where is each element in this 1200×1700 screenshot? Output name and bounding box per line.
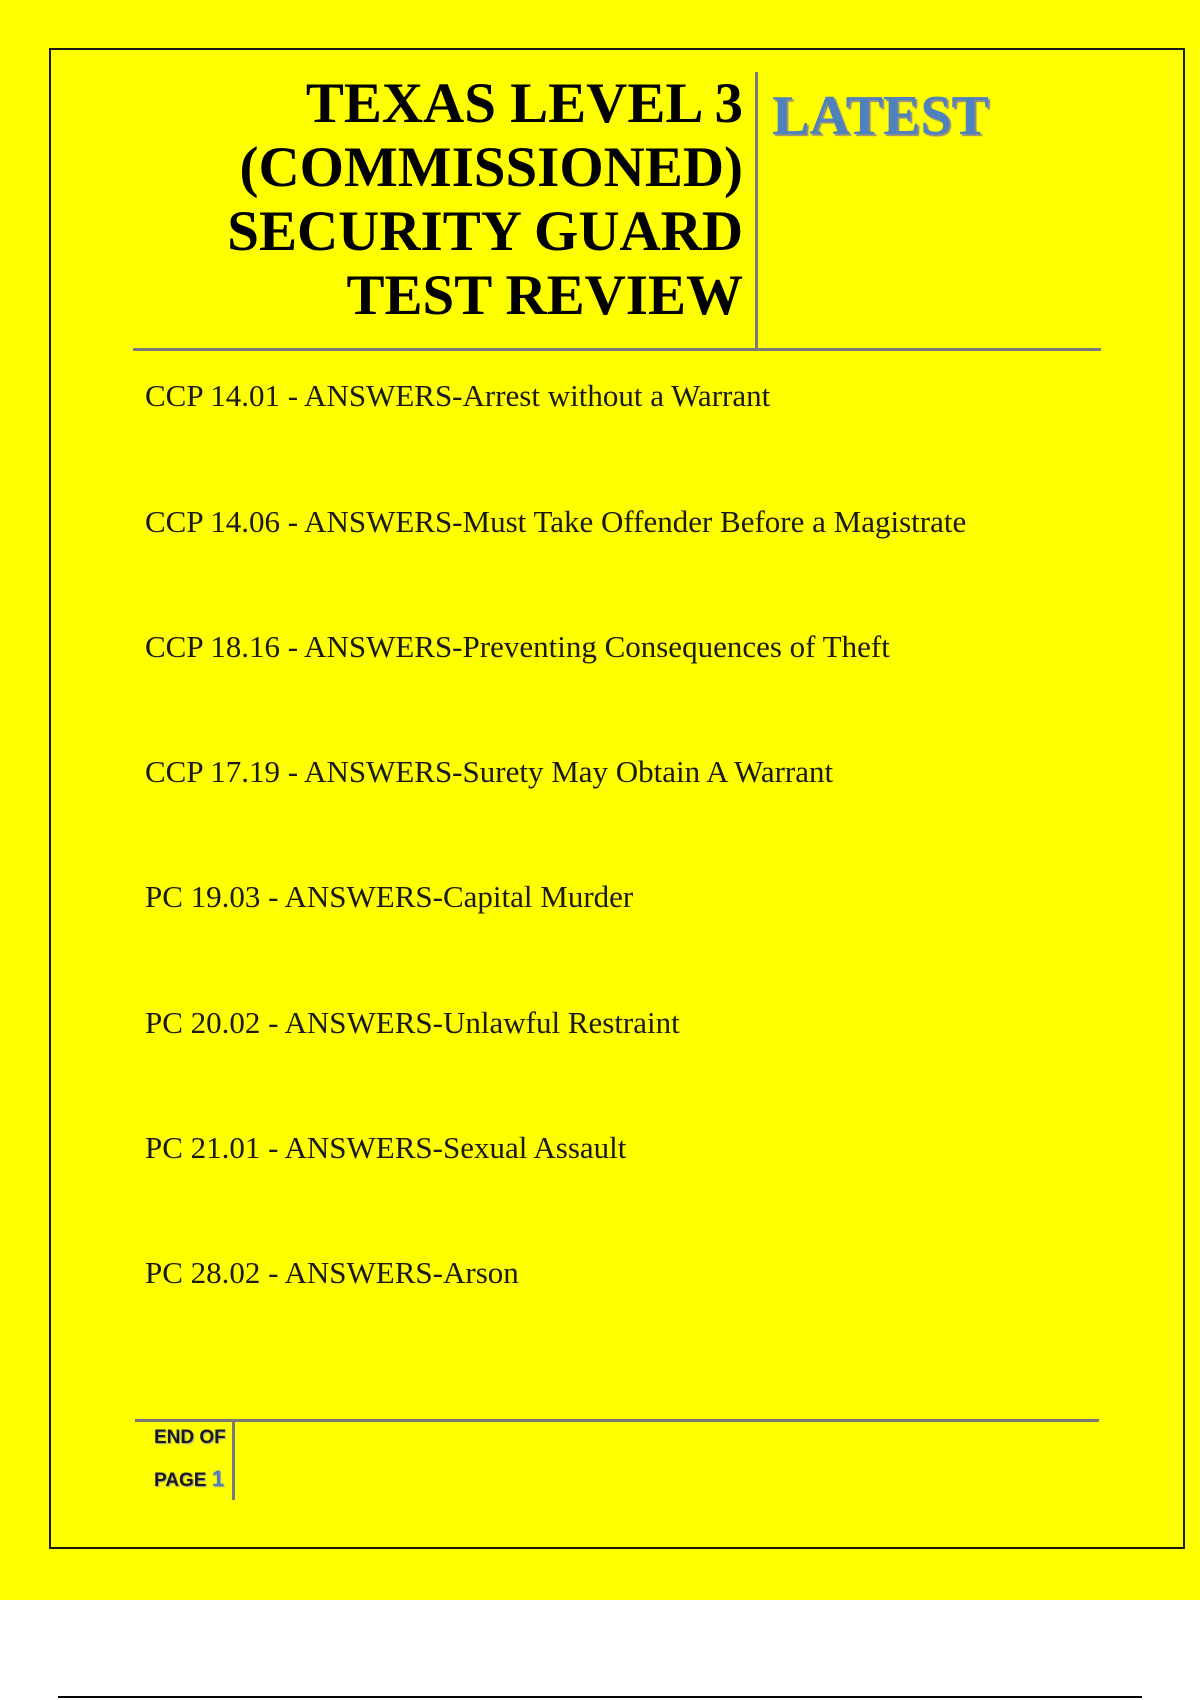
footer-divider bbox=[135, 1419, 1099, 1422]
list-item: PC 28.02 - ANSWERS-Arson bbox=[145, 1255, 519, 1290]
list-item: CCP 18.16 - ANSWERS-Preventing Consequences of Theft bbox=[145, 629, 890, 664]
footer-end-of: END OF bbox=[154, 1427, 226, 1448]
latest-badge: LATEST bbox=[772, 85, 989, 147]
list-item: PC 21.01 - ANSWERS-Sexual Assault bbox=[145, 1130, 627, 1165]
list-item: PC 19.03 - ANSWERS-Capital Murder bbox=[145, 879, 634, 914]
header-divider bbox=[133, 348, 1101, 351]
title-line-1: TEXAS LEVEL 3 bbox=[305, 72, 743, 135]
title-block bbox=[130, 72, 758, 348]
footer-page-number: 1 bbox=[211, 1466, 224, 1491]
footer-page-word: PAGE bbox=[154, 1470, 207, 1491]
title-line-2: (COMMISSIONED) bbox=[239, 136, 743, 199]
title-line-4: TEST REVIEW bbox=[346, 264, 743, 327]
list-item: CCP 14.01 - ANSWERS-Arrest without a Warrant bbox=[145, 378, 771, 413]
list-item: CCP 14.06 - ANSWERS-Must Take Offender Before a Magistrate bbox=[145, 504, 967, 539]
footer-page-label bbox=[154, 1467, 224, 1493]
list-item: PC 20.02 - ANSWERS-Unlawful Restraint bbox=[145, 1005, 680, 1040]
title-line-3: SECURITY GUARD bbox=[227, 200, 743, 263]
next-page-rule bbox=[58, 1696, 1142, 1698]
list-item: CCP 17.19 - ANSWERS-Surety May Obtain A Warrant bbox=[145, 754, 834, 789]
